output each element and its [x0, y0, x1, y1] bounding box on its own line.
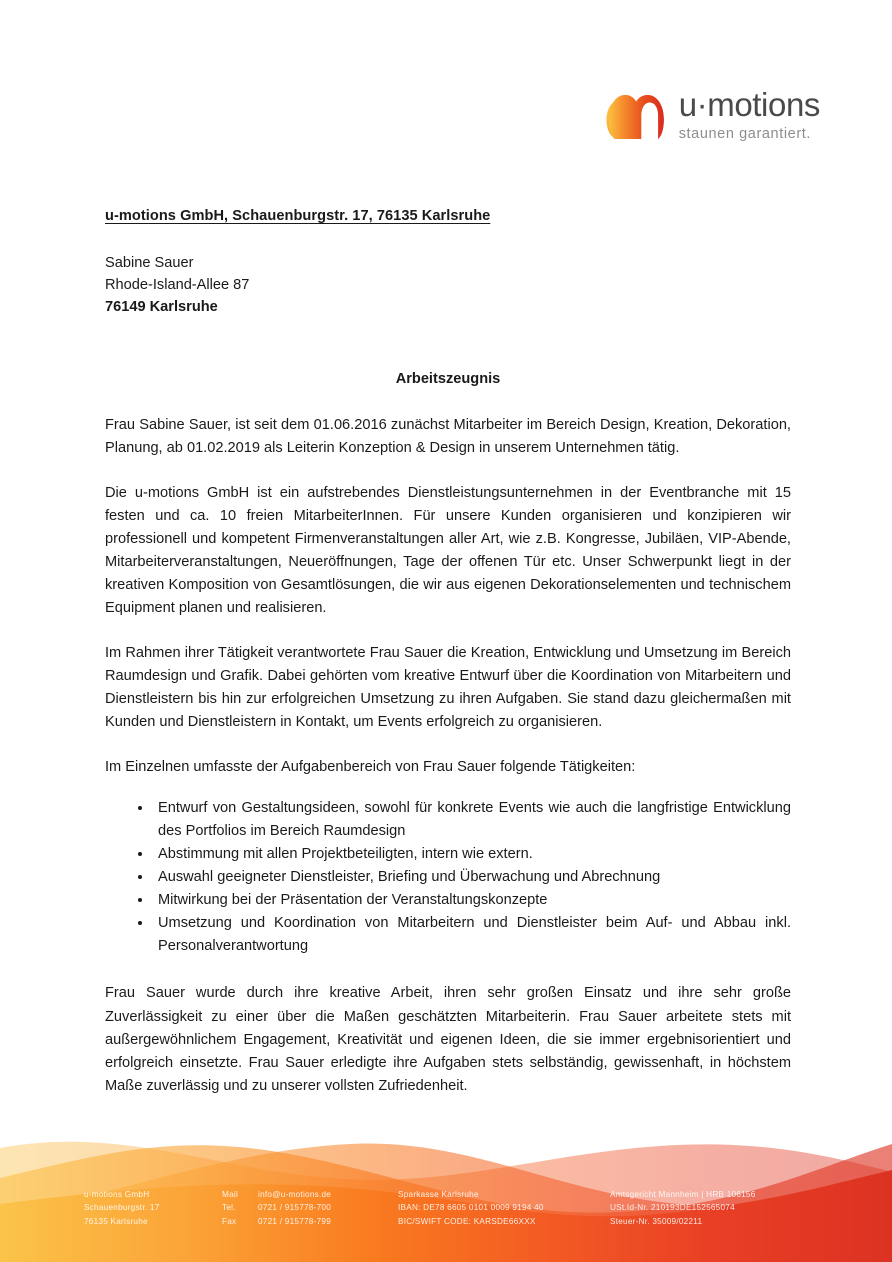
- logo-name: u·motions: [678, 86, 820, 123]
- u-motions-m-mark-icon: [603, 89, 665, 141]
- logo-tagline: staunen garantiert.: [678, 126, 812, 142]
- footer-contact-column: [222, 1188, 331, 1228]
- footer-tel-row: [222, 1201, 331, 1214]
- footer-legal-court: Amtsgericht Mannheim | HRB 106156: [610, 1190, 756, 1199]
- footer-bank-name: Sparkasse Karlsruhe: [398, 1190, 479, 1199]
- paragraph-tasks-intro: Im Einzelnen umfasste der Aufgabenbereich von Frau Sauer folgende Tätigkeiten:: [105, 759, 636, 776]
- paragraph-company-description: Die u-motions GmbH ist ein aufstrebendes Dienstleistungsunternehmen in der Eventbranche mit 15 festen und ca. 10 freien MitarbeiterInnen. Für unsere Kunden organisieren und konzipieren wir professionell und kompetent Firmenveranstaltungen aller Art, wie z.B. Kongresse, Jubiläen, VIP-Abende, Mitarbeiterveranstaltungen, Neueröffnungen, Tage der offenen Tür etc. Unser Schwerpunkt liegt in der kreativen Komposition von Gesamtlösungen, die wir aus eigenen Dekorationselementen und technischem Equipment planen und realisieren.: [105, 484, 791, 616]
- footer-bank-iban: IBAN: DE78 6605 0101 0009 9194 40: [398, 1203, 544, 1213]
- footer-company-city: 76135 Karlsruhe: [84, 1216, 148, 1226]
- paragraph-employment-summary: Frau Sabine Sauer, ist seit dem 01.06.2016 zunächst Mitarbeiter im Bereich Design, Kreation, Dekoration, Planung, ab 01.02.2019 als Leiterin Konzeption & Design in unserem Unternehmen tätig.: [105, 416, 791, 456]
- footer-tel-label: Tel.: [222, 1203, 236, 1213]
- footer-mail-row: [222, 1188, 331, 1201]
- footer-bank-column: [398, 1188, 544, 1228]
- list-item: Umsetzung und Koordination von Mitarbeitern und Dienstleister beim Auf- und Abbau inkl. Personalverantwortung: [105, 912, 791, 958]
- list-item: Abstimmung mit allen Projektbeteiligten, intern wie extern.: [105, 843, 791, 866]
- footer-legal-tax: Steuer-Nr. 35009/02211: [610, 1216, 703, 1226]
- footer-company-column: [84, 1188, 160, 1228]
- recipient-name: Sabine Sauer: [105, 255, 194, 271]
- recipient-city: 76149 Karlsruhe: [105, 299, 218, 316]
- paragraph-role-description: Im Rahmen ihrer Tätigkeit verantwortete Frau Sauer die Kreation, Entwicklung und Umsetzung im Bereich Raumdesign und Grafik. Dabei gehörten vom kreative Entwurf über die Koordination von Mitarbeitern und Dienstleistern bis hin zur erfolgreichen Umsetzung zu ihren Aufgaben. Sie stand dazu gleichermaßen mit Kunden und Dienstleistern in Kontakt, um Events erfolgreich zu organisieren.: [105, 644, 791, 731]
- logo-wordmark-group: [679, 88, 820, 142]
- footer-mail-label: Mail: [222, 1190, 239, 1199]
- company-logo: [603, 88, 820, 142]
- footer-legal-vat: USt.Id-Nr. 210193DE152565074: [610, 1203, 735, 1213]
- sender-address-line: u-motions GmbH, Schauenburgstr. 17, 76135 Karlsruhe: [105, 208, 491, 224]
- recipient-address-block: [105, 252, 791, 319]
- footer-text-columns: [0, 1086, 892, 1262]
- footer-bank-bic: BIC/SWIFT CODE: KARSDE66XXX: [398, 1216, 536, 1226]
- task-list: [105, 797, 791, 958]
- footer-legal-column: [610, 1188, 756, 1228]
- footer-tel-value: 0721 / 915778-700: [258, 1203, 331, 1213]
- page-footer: [0, 1086, 892, 1262]
- letter-content: [105, 208, 791, 1098]
- list-item: Mitwirkung bei der Präsentation der Veranstaltungskonzepte: [105, 889, 791, 912]
- footer-fax-value: 0721 / 915778-799: [258, 1216, 331, 1226]
- recipient-street: Rhode-Island-Allee 87: [105, 277, 250, 294]
- list-item: Entwurf von Gestaltungsideen, sowohl für konkrete Events wie auch die langfristige Entwicklung des Portfolios im Bereich Raumdesign: [105, 797, 791, 843]
- footer-fax-row: [222, 1215, 331, 1228]
- footer-mail-value: info@u-motions.de: [258, 1190, 332, 1199]
- paragraph-evaluation: Frau Sauer wurde durch ihre kreative Arbeit, ihren sehr großen Einsatz und ihre sehr große Zuverlässigkeit zu einer über die Maßen geschätzten Mitarbeiterin. Frau Sauer arbeitete stets mit außergewöhnlichem Engagement, Kreativität und eigenen Ideen, die sie immer ergebnisorientiert und erfolgreich einsetzte. Frau Sauer erledigte ihre Aufgaben stets selbständig, gewissenhaft, in höchstem Maße zuverlässig und zu unserer vollsten Zufriedenheit.: [105, 985, 791, 1094]
- document-title: Arbeitszeugnis: [395, 370, 501, 387]
- footer-company-street: Schauenburgstr. 17: [84, 1203, 160, 1213]
- list-item: Auswahl geeigneter Dienstleister, Briefing und Überwachung und Abrechnung: [105, 866, 791, 889]
- footer-fax-label: Fax: [222, 1216, 237, 1226]
- footer-company-name: u-motions GmbH: [84, 1190, 150, 1199]
